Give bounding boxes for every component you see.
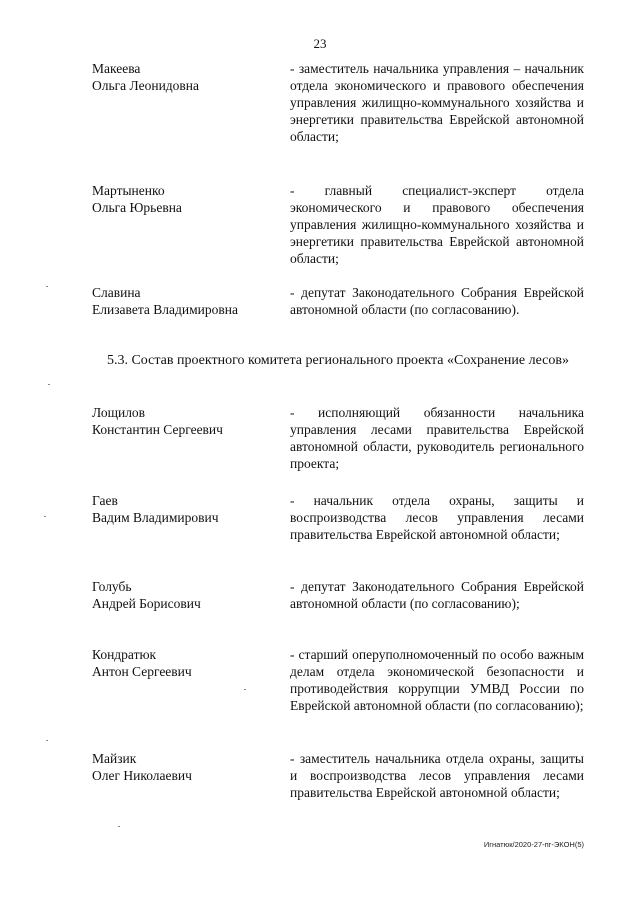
member-name: [92, 60, 282, 94]
member-name: [92, 182, 282, 216]
member-given-names: Ольга Юрьевна: [92, 200, 182, 215]
member-role: - депутат Законодательного Собрания Еврейской автономной области (по согласованию).: [290, 285, 584, 317]
member-given-names: Елизавета Владимировна: [92, 302, 238, 317]
member-given-names: Ольга Леонидовна: [92, 78, 200, 93]
scan-speck: [244, 689, 246, 690]
member-given-names: Вадим Владимирович: [92, 510, 219, 525]
scan-speck: [48, 384, 50, 385]
member-name: [92, 646, 282, 680]
scan-speck: [46, 740, 48, 741]
member-surname: Лощилов: [92, 405, 146, 420]
member-role: - главный специалист-эксперт отдела экономического и правового обеспечения управления жилищно-коммунального хозяйства и энергетики правительства Еврейской автономной области;: [290, 183, 584, 266]
footer-document-code: Игнатюк/2020-27-пг-ЭКОН(5): [483, 840, 584, 849]
scan-speck: [44, 516, 46, 517]
member-surname: Кондратюк: [92, 647, 157, 662]
member-given-names: Антон Сергеевич: [92, 664, 192, 679]
member-surname: Мартыненко: [92, 183, 165, 198]
member-name: [92, 578, 282, 612]
member-role: - заместитель начальника управления – начальник отдела экономического и правового обеспечения управления жилищно-коммунального хозяйства и энергетики правительства Еврейской автономной области;: [290, 61, 584, 144]
member-surname: Макеева: [92, 61, 141, 76]
member-name: [92, 284, 282, 318]
scan-speck: [46, 286, 48, 287]
member-role: - старший оперуполномоченный по особо важным делам отдела экономической безопасности и противодействия коррупции УМВД России по Еврейской автономной области (по согласованию);: [290, 647, 584, 713]
member-name: [92, 404, 282, 438]
page-number: 23: [313, 36, 327, 51]
scan-speck: [118, 826, 120, 827]
member-given-names: Олег Николаевич: [92, 768, 192, 783]
member-surname: Майзик: [92, 751, 137, 766]
member-given-names: Андрей Борисович: [92, 596, 201, 611]
member-role: - начальник отдела охраны, защиты и воспроизводства лесов управления лесами правительства Еврейской автономной области;: [290, 493, 584, 542]
member-role: - депутат Законодательного Собрания Еврейской автономной области (по согласованию);: [290, 579, 584, 611]
member-surname: Голубь: [92, 579, 132, 594]
member-given-names: Константин Сергеевич: [92, 422, 223, 437]
member-role: - заместитель начальника отдела охраны, защиты и воспроизводства лесов управления лесами правительства Еврейской автономной области;: [290, 751, 584, 800]
member-name: [92, 750, 282, 784]
member-surname: Славина: [92, 285, 141, 300]
section-title: 5.3. Состав проектного комитета регионального проекта «Сохранение лесов»: [106, 353, 570, 368]
member-role: - исполняющий обязанности начальника управления лесами правительства Еврейской автономной области, руководитель регионального проекта;: [290, 405, 584, 471]
member-surname: Гаев: [92, 493, 118, 508]
member-name: [92, 492, 282, 526]
